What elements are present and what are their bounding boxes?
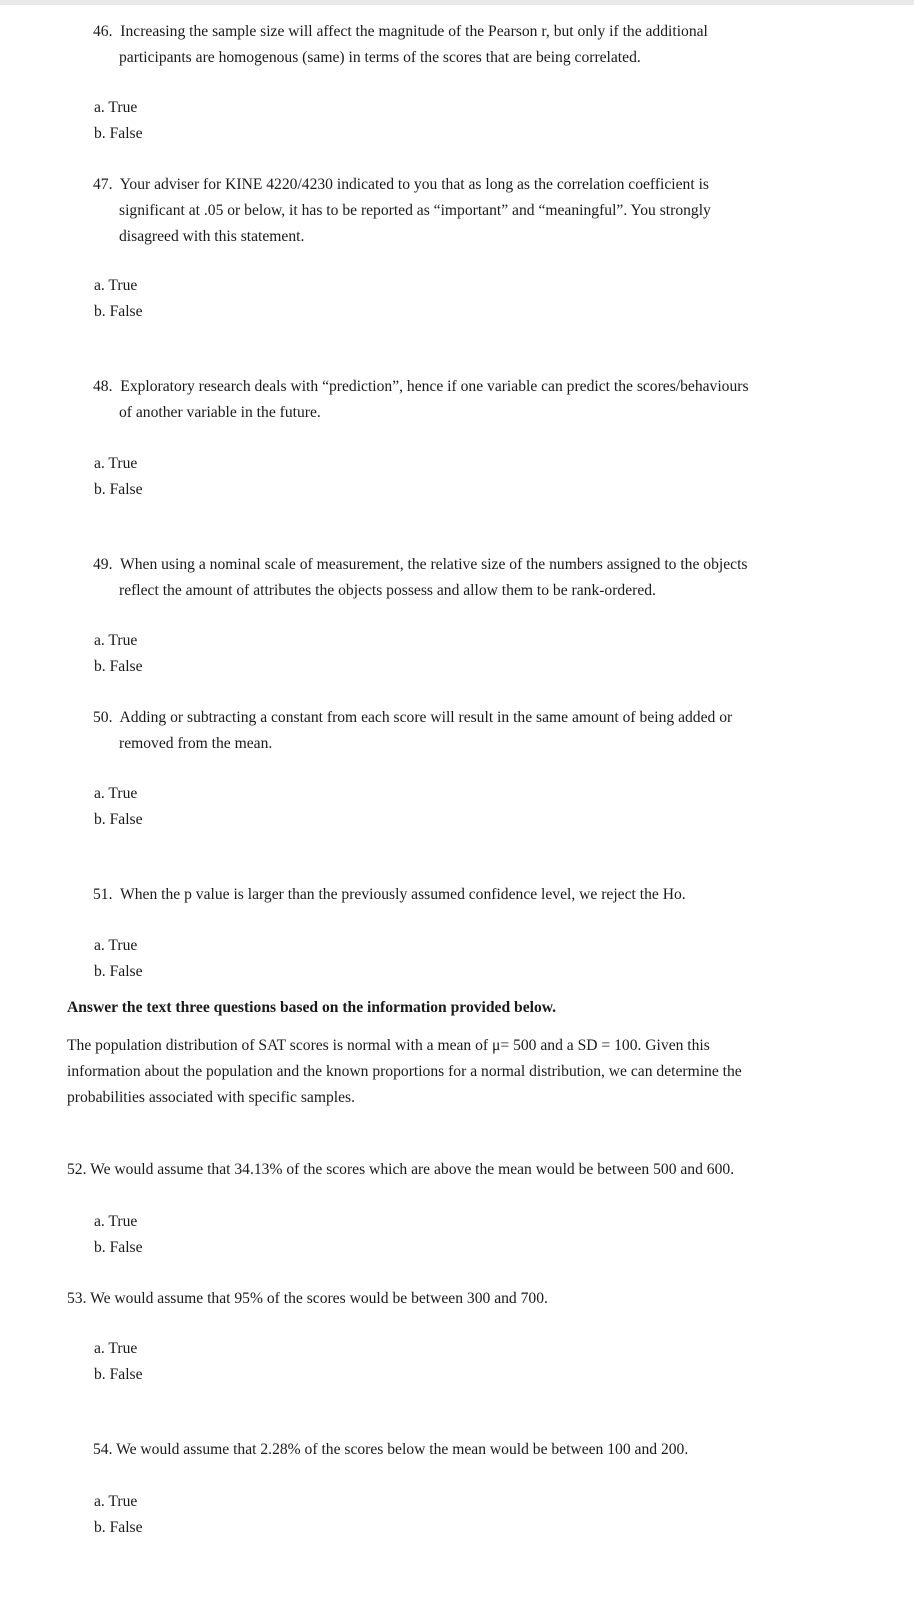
option-a-true[interactable]: a. True: [94, 785, 138, 802]
option-a-true[interactable]: a. True: [94, 99, 138, 116]
question-49: [93, 552, 833, 604]
option-a-true[interactable]: a. True: [94, 1493, 138, 1510]
question-54: [93, 1437, 833, 1463]
option-a-true[interactable]: a. True: [94, 455, 138, 472]
options-50: [94, 781, 143, 833]
question-text-line-1: Exploratory research deals with “prediction”, hence if one variable can predict the scores/behaviours: [120, 378, 749, 395]
question-number: 54.: [93, 1441, 113, 1458]
context-line-2: information about the population and the known proportions for a normal distribution, we can determine the: [67, 1063, 742, 1080]
question-text-line-3: disagreed with this statement.: [119, 228, 305, 245]
option-b-false[interactable]: b. False: [94, 658, 143, 675]
options-49: [94, 628, 143, 680]
question-text-line-1: Adding or subtracting a constant from each score will result in the same amount of being added or: [119, 709, 733, 726]
options-52: [94, 1209, 143, 1261]
question-53: [67, 1286, 867, 1312]
option-a-true[interactable]: a. True: [94, 1213, 138, 1230]
section-heading: Answer the text three questions based on the information provided below.: [67, 999, 557, 1016]
question-48: [93, 374, 833, 426]
options-48: [94, 451, 143, 503]
question-number: 51.: [93, 886, 113, 903]
question-text-line-1: We would assume that 95% of the scores would be between 300 and 700.: [90, 1290, 548, 1307]
option-b-false[interactable]: b. False: [94, 811, 143, 828]
option-b-false[interactable]: b. False: [94, 1519, 143, 1536]
option-b-false[interactable]: b. False: [94, 125, 143, 142]
question-50: [93, 705, 833, 757]
option-a-true[interactable]: a. True: [94, 1340, 138, 1357]
option-a-true[interactable]: a. True: [94, 632, 138, 649]
question-text-line-1: Increasing the sample size will affect the magnitude of the Pearson r, but only if the additional: [120, 23, 708, 40]
question-number: 48.: [93, 378, 113, 395]
question-text-line-1: We would assume that 2.28% of the scores below the mean would be between 100 and 200.: [116, 1441, 689, 1458]
section-context: [67, 1033, 847, 1111]
option-a-true[interactable]: a. True: [94, 277, 138, 294]
top-border: [0, 0, 914, 5]
question-text-line-2: participants are homogenous (same) in terms of the scores that are being correlated.: [119, 49, 641, 66]
options-51: [94, 933, 143, 985]
question-number: 49.: [93, 556, 113, 573]
question-text-line-2: reflect the amount of attributes the objects possess and allow them to be rank-ordered.: [119, 582, 656, 599]
question-47: [93, 172, 833, 250]
context-line-3: probabilities associated with specific samples.: [67, 1089, 355, 1106]
question-number: 50.: [93, 709, 113, 726]
options-46: [94, 95, 143, 147]
question-text-line-1: Your adviser for KINE 4220/4230 indicated to you that as long as the correlation coefficient is: [119, 176, 709, 193]
question-text-line-1: We would assume that 34.13% of the scores which are above the mean would be between 500 and 600.: [90, 1161, 735, 1178]
question-46: [93, 19, 833, 71]
option-b-false[interactable]: b. False: [94, 481, 143, 498]
question-number: 53.: [67, 1290, 87, 1307]
option-b-false[interactable]: b. False: [94, 1366, 143, 1383]
question-number: 52.: [67, 1161, 87, 1178]
question-text-line-2: removed from the mean.: [119, 735, 273, 752]
question-text-line-1: When the p value is larger than the previously assumed confidence level, we reject the Ho.: [120, 886, 686, 903]
question-number: 46.: [93, 23, 113, 40]
question-text-line-1: When using a nominal scale of measurement, the relative size of the numbers assigned to the objects: [120, 556, 748, 573]
option-b-false[interactable]: b. False: [94, 1239, 143, 1256]
option-b-false[interactable]: b. False: [94, 303, 143, 320]
question-number: 47.: [93, 176, 113, 193]
options-54: [94, 1489, 143, 1541]
option-a-true[interactable]: a. True: [94, 937, 138, 954]
question-text-line-2: significant at .05 or below, it has to be reported as “important” and “meaningful”. You strongly: [119, 202, 711, 219]
option-b-false[interactable]: b. False: [94, 963, 143, 980]
context-line-1: The population distribution of SAT scores is normal with a mean of μ= 500 and a SD = 100. Given this: [67, 1037, 710, 1054]
options-47: [94, 273, 143, 325]
options-53: [94, 1336, 143, 1388]
question-51: [93, 882, 833, 908]
question-52: [67, 1157, 867, 1183]
question-text-line-2: of another variable in the future.: [119, 404, 321, 421]
